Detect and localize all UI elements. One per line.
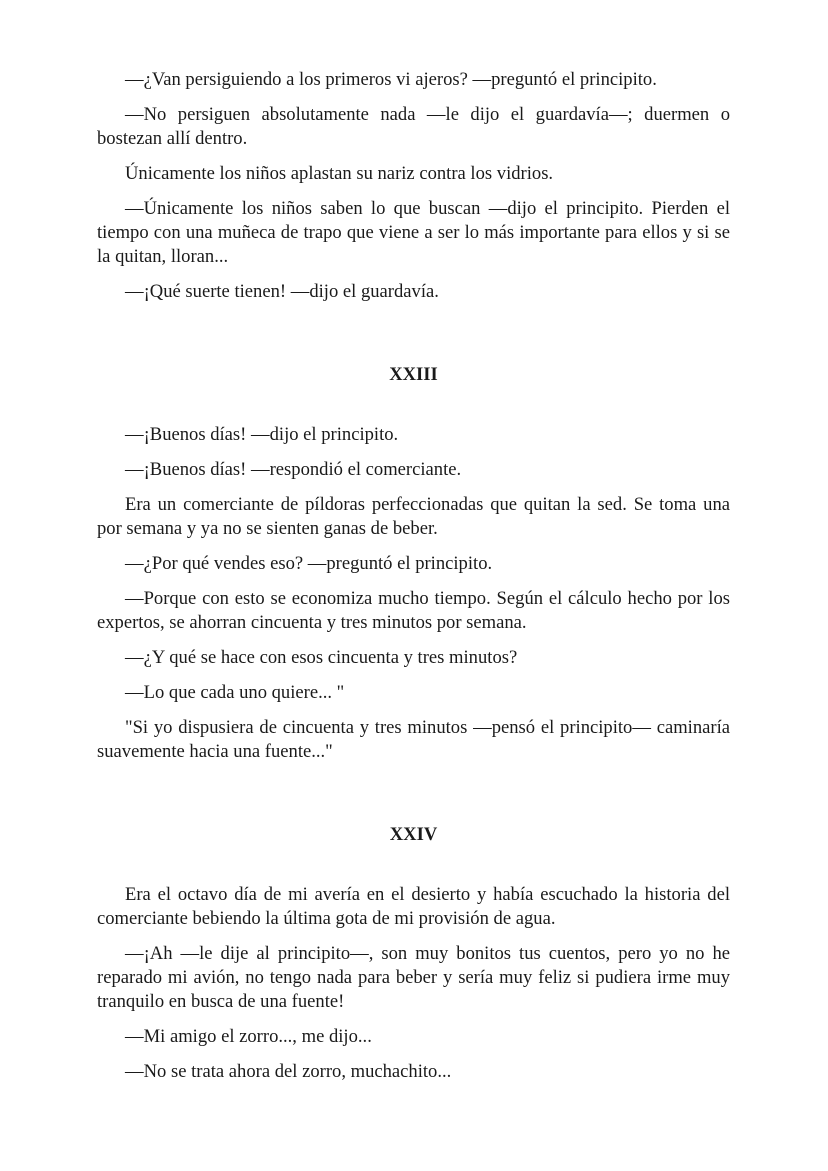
chapter-spacer — [97, 387, 730, 423]
paragraph: Era un comerciante de píldoras perfeccionadas que quitan la sed. Se toma una por semana y ya no se sienten ganas de beber. — [97, 494, 730, 539]
paragraph: —No se trata ahora del zorro, muchachito... — [125, 1061, 452, 1082]
paragraph: —¡Buenos días! —dijo el principito. — [125, 424, 399, 445]
chapter-spacer — [97, 775, 730, 823]
previous-chapter-section — [97, 68, 730, 304]
paragraph: Era el octavo día de mi avería en el desierto y había escuchado la historia del comerciante bebiendo la última gota de mi provisión de agua. — [97, 884, 730, 929]
chapter-spacer — [97, 315, 730, 363]
paragraph: —¡Buenos días! —respondió el comerciante. — [125, 459, 462, 480]
paragraph: —¿Por qué vendes eso? —preguntó el principito. — [125, 553, 493, 574]
paragraph: Únicamente los niños aplastan su nariz contra los vidrios. — [125, 163, 554, 184]
paragraph: —¿Y qué se hace con esos cincuenta y tres minutos? — [125, 647, 518, 668]
paragraph: —¡Qué suerte tienen! —dijo el guardavía. — [125, 281, 439, 302]
chapter-spacer — [97, 847, 730, 883]
paragraph: —¡Ah —le dije al principito—, son muy bonitos tus cuentos, pero yo no he reparado mi avión, no tengo nada para beber y sería muy feliz si pudiera irme muy tranquilo en busca de una fuente! — [97, 943, 730, 1012]
document-page — [97, 68, 730, 1095]
chapter-heading-xxiv: XXIV — [389, 824, 438, 845]
chapter-xxiv-section — [97, 883, 730, 1084]
paragraph: —¿Van persiguiendo a los primeros vi ajeros? —preguntó el principito. — [125, 69, 657, 90]
paragraph: —Porque con esto se economiza mucho tiempo. Según el cálculo hecho por los expertos, se ahorran cincuenta y tres minutos por semana. — [97, 588, 730, 633]
paragraph: "Si yo dispusiera de cincuenta y tres minutos —pensó el principito— caminaría suavemente hacia una fuente..." — [97, 717, 730, 762]
paragraph: —Mi amigo el zorro..., me dijo... — [125, 1026, 372, 1047]
chapter-xxiii-section — [97, 423, 730, 764]
paragraph: —Únicamente los niños saben lo que buscan —dijo el principito. Pierden el tiempo con una muñeca de trapo que viene a ser lo más importante para ellos y si se la quitan, lloran... — [97, 198, 730, 267]
paragraph: —Lo que cada uno quiere... " — [125, 682, 345, 703]
chapter-heading-xxiii: XXIII — [389, 364, 438, 385]
paragraph: —No persiguen absolutamente nada —le dijo el guardavía—; duermen o bostezan allí dentro. — [97, 104, 730, 149]
